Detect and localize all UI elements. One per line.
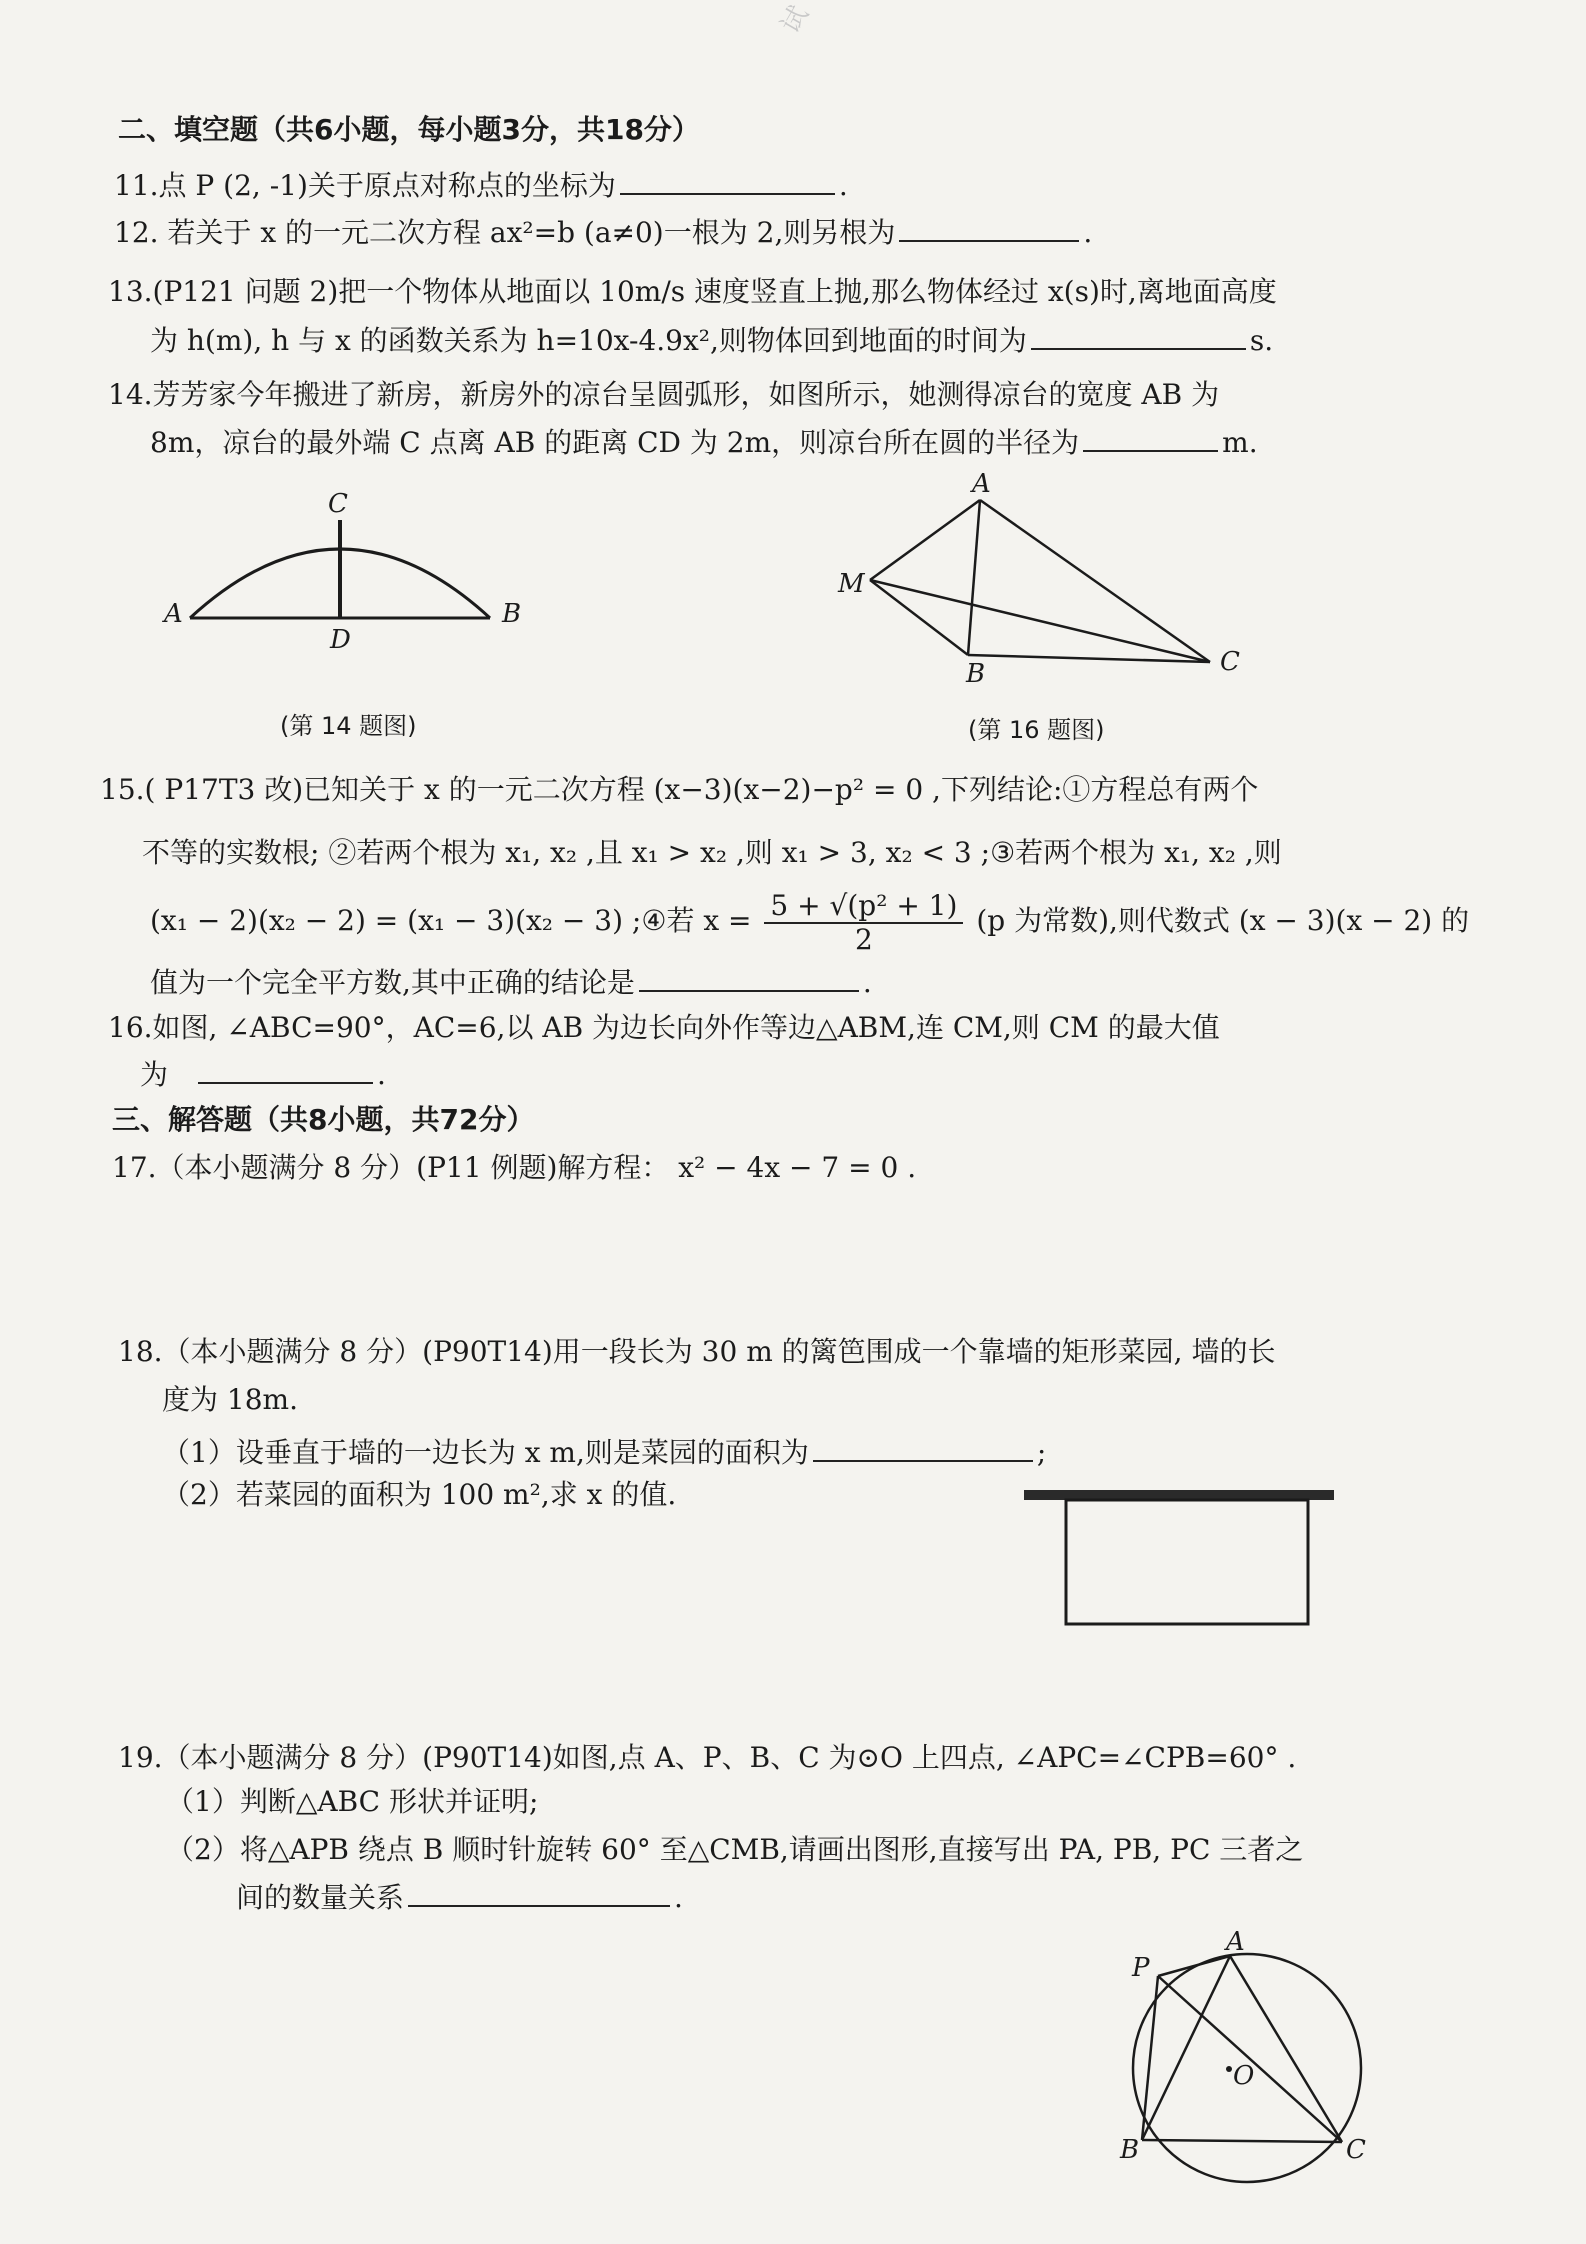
- question-15-line1: 15.( P17T3 改)已知关于 x 的一元二次方程 (x−3)(x−2)−p² = 0 ,下列结论:①方程总有两个: [100, 773, 1259, 806]
- segment-bc: [1142, 2140, 1342, 2142]
- figure-19-svg: [1080, 1920, 1380, 2192]
- segment-ab: [968, 500, 980, 655]
- fraction-denominator: 2: [855, 922, 873, 956]
- question-19-part2b-text: 间的数量关系: [236, 1881, 405, 1914]
- label-b: B: [502, 599, 522, 629]
- question-18-line2: 度为 18m.: [162, 1383, 298, 1416]
- question-12: [114, 210, 1586, 253]
- question-15-line3: [150, 885, 1586, 957]
- question-19-line1: 19.（本小题满分 8 分）(P90T14)如图,点 A、P、B、C 为⊙O 上四点, ∠APC=∠CPB=60° .: [118, 1741, 1297, 1774]
- question-11: [114, 163, 1586, 206]
- segment-bc: [968, 655, 1210, 662]
- question-14-text: 8m，凉台的最外端 C 点离 AB 的距离 CD 为 2m，则凉台所在圆的半径为: [150, 426, 1080, 459]
- question-16-line1: 16.如图, ∠ABC=90°，AC=6,以 AB 为边长向外作等边△ABM,连 CM,则 CM 的最大值: [108, 1011, 1220, 1044]
- question-16-end: .: [377, 1058, 386, 1091]
- figure-14: [150, 490, 550, 660]
- question-16-text: 为: [140, 1058, 169, 1091]
- question-19-part2: （2）将△APB 绕点 B 顺时针旋转 60° 至△CMB,请画出图形,直接写出 PA, PB, PC 三者之: [166, 1833, 1304, 1866]
- segment-mc: [870, 580, 1210, 662]
- garden-rectangle: [1066, 1500, 1308, 1624]
- answer-blank-13[interactable]: [1031, 318, 1246, 350]
- question-19-part2b: [236, 1875, 1586, 1918]
- question-12-end: .: [1083, 216, 1093, 249]
- question-13-line2: [150, 318, 1586, 361]
- fraction-x-value: [764, 890, 963, 956]
- question-15-text-c: 值为一个完全平方数,其中正确的结论是: [150, 966, 635, 999]
- question-13-end: s.: [1249, 324, 1274, 357]
- figure-16: [820, 470, 1260, 690]
- center-point: [1226, 2066, 1232, 2072]
- label-b: B: [966, 659, 986, 689]
- label-a: A: [972, 470, 991, 499]
- question-18-part1-end: ;: [1036, 1436, 1047, 1469]
- section-heading-answer: 三、解答题（共8小题，共72分）: [112, 1103, 535, 1136]
- label-b: B: [1120, 2135, 1140, 2165]
- question-13-text: 为 h(m), h 与 x 的函数关系为 h=10x-4.9x²,则物体回到地面的时间为: [150, 324, 1027, 357]
- answer-blank-16[interactable]: [198, 1052, 373, 1084]
- question-14-end: m.: [1222, 426, 1258, 459]
- label-d: D: [330, 625, 351, 655]
- segment-ab: [1142, 1956, 1230, 2140]
- segment-pc: [1158, 1976, 1342, 2142]
- label-c: C: [1220, 647, 1240, 677]
- answer-blank-11[interactable]: [620, 163, 835, 195]
- section-heading-fill-in: 二、填空题（共6小题，每小题3分，共18分）: [118, 113, 700, 146]
- label-c: C: [1346, 2135, 1366, 2165]
- segment-ac: [980, 500, 1210, 662]
- label-a: A: [164, 599, 183, 629]
- label-o: O: [1233, 2061, 1255, 2091]
- segment-pa: [1158, 1956, 1230, 1976]
- answer-blank-18[interactable]: [813, 1430, 1033, 1462]
- label-a: A: [1226, 1927, 1245, 1957]
- figure-18: [1020, 1480, 1340, 1630]
- question-18-part1: [162, 1430, 1586, 1473]
- figure-19: [1080, 1920, 1380, 2192]
- label-c: C: [328, 490, 348, 519]
- question-15-line4: [150, 960, 1586, 1003]
- question-16-line2: [140, 1052, 1586, 1095]
- answer-blank-12[interactable]: [899, 210, 1079, 242]
- question-17: 17.（本小题满分 8 分）(P11 例题)解方程： x² − 4x − 7 = 0 .: [112, 1151, 917, 1184]
- question-12-text: 12. 若关于 x 的一元二次方程 ax²=b (a≠0)一根为 2,则另根为: [114, 216, 896, 249]
- answer-blank-19[interactable]: [408, 1875, 670, 1907]
- question-15-line2: 不等的实数根; ②若两个根为 x₁, x₂ ,且 x₁ > x₂ ,则 x₁ > 3, x₂ < 3 ;③若两个根为 x₁, x₂ ,则: [142, 836, 1282, 869]
- question-11-end: .: [838, 169, 848, 202]
- question-14-line2: [150, 420, 1586, 463]
- figure-14-caption: (第 14 题图): [280, 712, 417, 740]
- label-m: M: [838, 569, 865, 599]
- watermark-top: 试: [775, 0, 815, 39]
- question-18-line1: 18.（本小题满分 8 分）(P90T14)用一段长为 30 m 的篱笆围成一个靠墙的矩形菜园, 墙的长: [118, 1335, 1276, 1368]
- fraction-numerator: 5 + √(p² + 1): [764, 890, 963, 924]
- question-15-text-b: (p 为常数),则代数式 (x − 3)(x − 2) 的: [976, 904, 1470, 937]
- question-15-end: .: [862, 966, 872, 999]
- answer-blank-14[interactable]: [1083, 420, 1218, 452]
- question-19-part1: （1）判断△ABC 形状并证明;: [166, 1785, 539, 1818]
- label-p: P: [1132, 1953, 1150, 1983]
- question-14-line1: 14.芳芳家今年搬进了新房，新房外的凉台呈圆弧形，如图所示，她测得凉台的宽度 AB 为: [108, 378, 1220, 411]
- segment-am: [870, 500, 980, 580]
- figure-16-svg: [820, 470, 1260, 690]
- question-11-text: 11.点 P (2, -1)关于原点对称点的坐标为: [114, 169, 616, 202]
- question-13-line1: 13.(P121 问题 2)把一个物体从地面以 10m/s 速度竖直上抛,那么物体经过 x(s)时,离地面高度: [108, 275, 1277, 308]
- segment-pb: [1142, 1976, 1158, 2140]
- question-18-part2: （2）若菜园的面积为 100 m²,求 x 的值.: [162, 1478, 677, 1511]
- answer-blank-15[interactable]: [639, 960, 859, 992]
- question-18-part1-text: （1）设垂直于墙的一边长为 x m,则是菜园的面积为: [162, 1436, 809, 1469]
- question-15-text-a: (x₁ − 2)(x₂ − 2) = (x₁ − 3)(x₂ − 3) ;④若 x =: [150, 904, 752, 937]
- figure-18-svg: [1020, 1480, 1340, 1630]
- question-19-end: .: [674, 1881, 683, 1914]
- figure-16-caption: (第 16 题图): [968, 716, 1105, 744]
- figure-14-svg: [150, 490, 550, 660]
